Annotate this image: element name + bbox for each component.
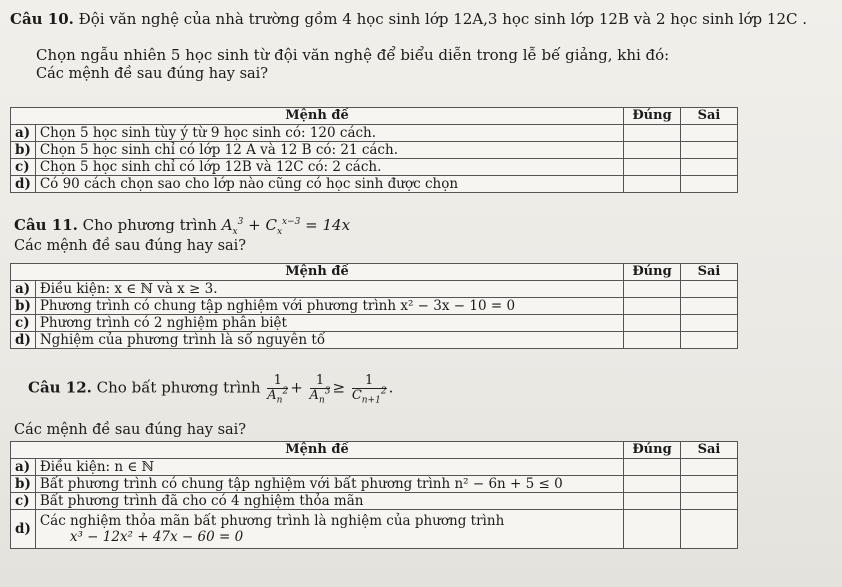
false-cell[interactable]: [681, 332, 738, 349]
q11-equation: $A_x^3 + C_x^{x-3}$: [221, 216, 301, 237]
q12-line2: Các mệnh đề sau đúng hay sai?: [14, 422, 247, 438]
table-row: a) Điều kiện: x ∈ ℕ và x ≥ 3.: [11, 281, 738, 298]
false-cell[interactable]: [681, 142, 738, 159]
table-row: b) Bất phương trình có chung tập nghiệm với bất phương trình n² − 6n + 5 ≤ 0: [11, 476, 738, 493]
true-cell[interactable]: [624, 298, 681, 315]
table-row: d) Nghiệm của phương trình là số nguyên tố: [11, 332, 738, 349]
table-row: d) Có 90 cách chọn sao cho lớp nào cũng có học sinh được chọn: [11, 176, 738, 193]
table-row: c) Bất phương trình đã cho có 4 nghiệm thỏa mãn: [11, 493, 738, 510]
table-row: d) Các nghiệm thỏa mãn bất phương trình là nghiệm của phương trình x³ − 12x² + 47x − 60 = 0: [11, 510, 738, 549]
false-cell[interactable]: [681, 298, 738, 315]
true-cell[interactable]: [624, 125, 681, 142]
q12-title: Câu 12. Cho bất phương trình $\frac{1}{A_n^2}$ + $\frac{1}{A_n^3}$ ≥ $\frac{1}{C_{n+1}^2}$ .: [28, 373, 394, 406]
table-row: a) Chọn 5 học sinh tùy ý từ 9 học sinh có: 120 cách.: [11, 125, 738, 142]
true-cell[interactable]: [624, 459, 681, 476]
true-cell[interactable]: [624, 159, 681, 176]
true-cell[interactable]: [624, 281, 681, 298]
false-cell[interactable]: [681, 459, 738, 476]
table-row: a) Điều kiện: n ∈ ℕ: [11, 459, 738, 476]
table-row: c) Chọn 5 học sinh chỉ có lớp 12B và 12C có: 2 cách.: [11, 159, 738, 176]
true-cell[interactable]: [624, 142, 681, 159]
q10-table: [10, 107, 738, 193]
true-cell[interactable]: [624, 510, 681, 549]
table-header: Mệnh đề Đúng Sai: [11, 442, 738, 459]
row-d-equation: x³ − 12x² + 47x − 60 = 0: [69, 529, 244, 545]
table-row: c) Phương trình có 2 nghiệm phân biệt: [11, 315, 738, 332]
q11-title: Câu 11. Cho phương trình $A_x^3 + C_x^{x-3} = 14x$: [14, 216, 351, 237]
false-cell[interactable]: [681, 476, 738, 493]
true-cell[interactable]: [624, 476, 681, 493]
false-cell[interactable]: [681, 125, 738, 142]
table-row: b) Phương trình có chung tập nghiệm với phương trình x² − 3x − 10 = 0: [11, 298, 738, 315]
q11-table: [10, 263, 738, 349]
q10-line2: Chọn ngẫu nhiên 5 học sinh từ đội văn nghệ để biểu diễn trong lễ bế giảng, khi đó:: [36, 46, 670, 64]
table-header: Mệnh đề Đúng Sai: [11, 264, 738, 281]
true-cell[interactable]: [624, 493, 681, 510]
false-cell[interactable]: [681, 510, 738, 549]
q12-table: [10, 441, 738, 549]
q10-line3: Các mệnh đề sau đúng hay sai?: [36, 66, 269, 82]
q10-line1: Câu 10. Đội văn nghệ của nhà trường gồm 4 học sinh lớp 12A,3 học sinh lớp 12B và 2 học sinh lớp 12C .: [10, 10, 807, 28]
true-cell[interactable]: [624, 315, 681, 332]
q11-line2: Các mệnh đề sau đúng hay sai?: [14, 238, 247, 254]
q12-frac-1: $\frac{1}{A_n^2}$: [267, 373, 289, 406]
true-cell[interactable]: [624, 176, 681, 193]
q12-frac-2: $\frac{1}{A_n^3}$: [309, 373, 331, 406]
q12-frac-3: $\frac{1}{C_{n+1}^2}$: [351, 373, 387, 406]
false-cell[interactable]: [681, 281, 738, 298]
false-cell[interactable]: [681, 315, 738, 332]
false-cell[interactable]: [681, 159, 738, 176]
table-row: b) Chọn 5 học sinh chỉ có lớp 12 A và 12 B có: 21 cách.: [11, 142, 738, 159]
false-cell[interactable]: [681, 493, 738, 510]
false-cell[interactable]: [681, 176, 738, 193]
table-header: Mệnh đề Đúng Sai: [11, 108, 738, 125]
row-d-line1: Các nghiệm thỏa mãn bất phương trình là nghiệm của phương trình: [39, 513, 505, 529]
true-cell[interactable]: [624, 332, 681, 349]
